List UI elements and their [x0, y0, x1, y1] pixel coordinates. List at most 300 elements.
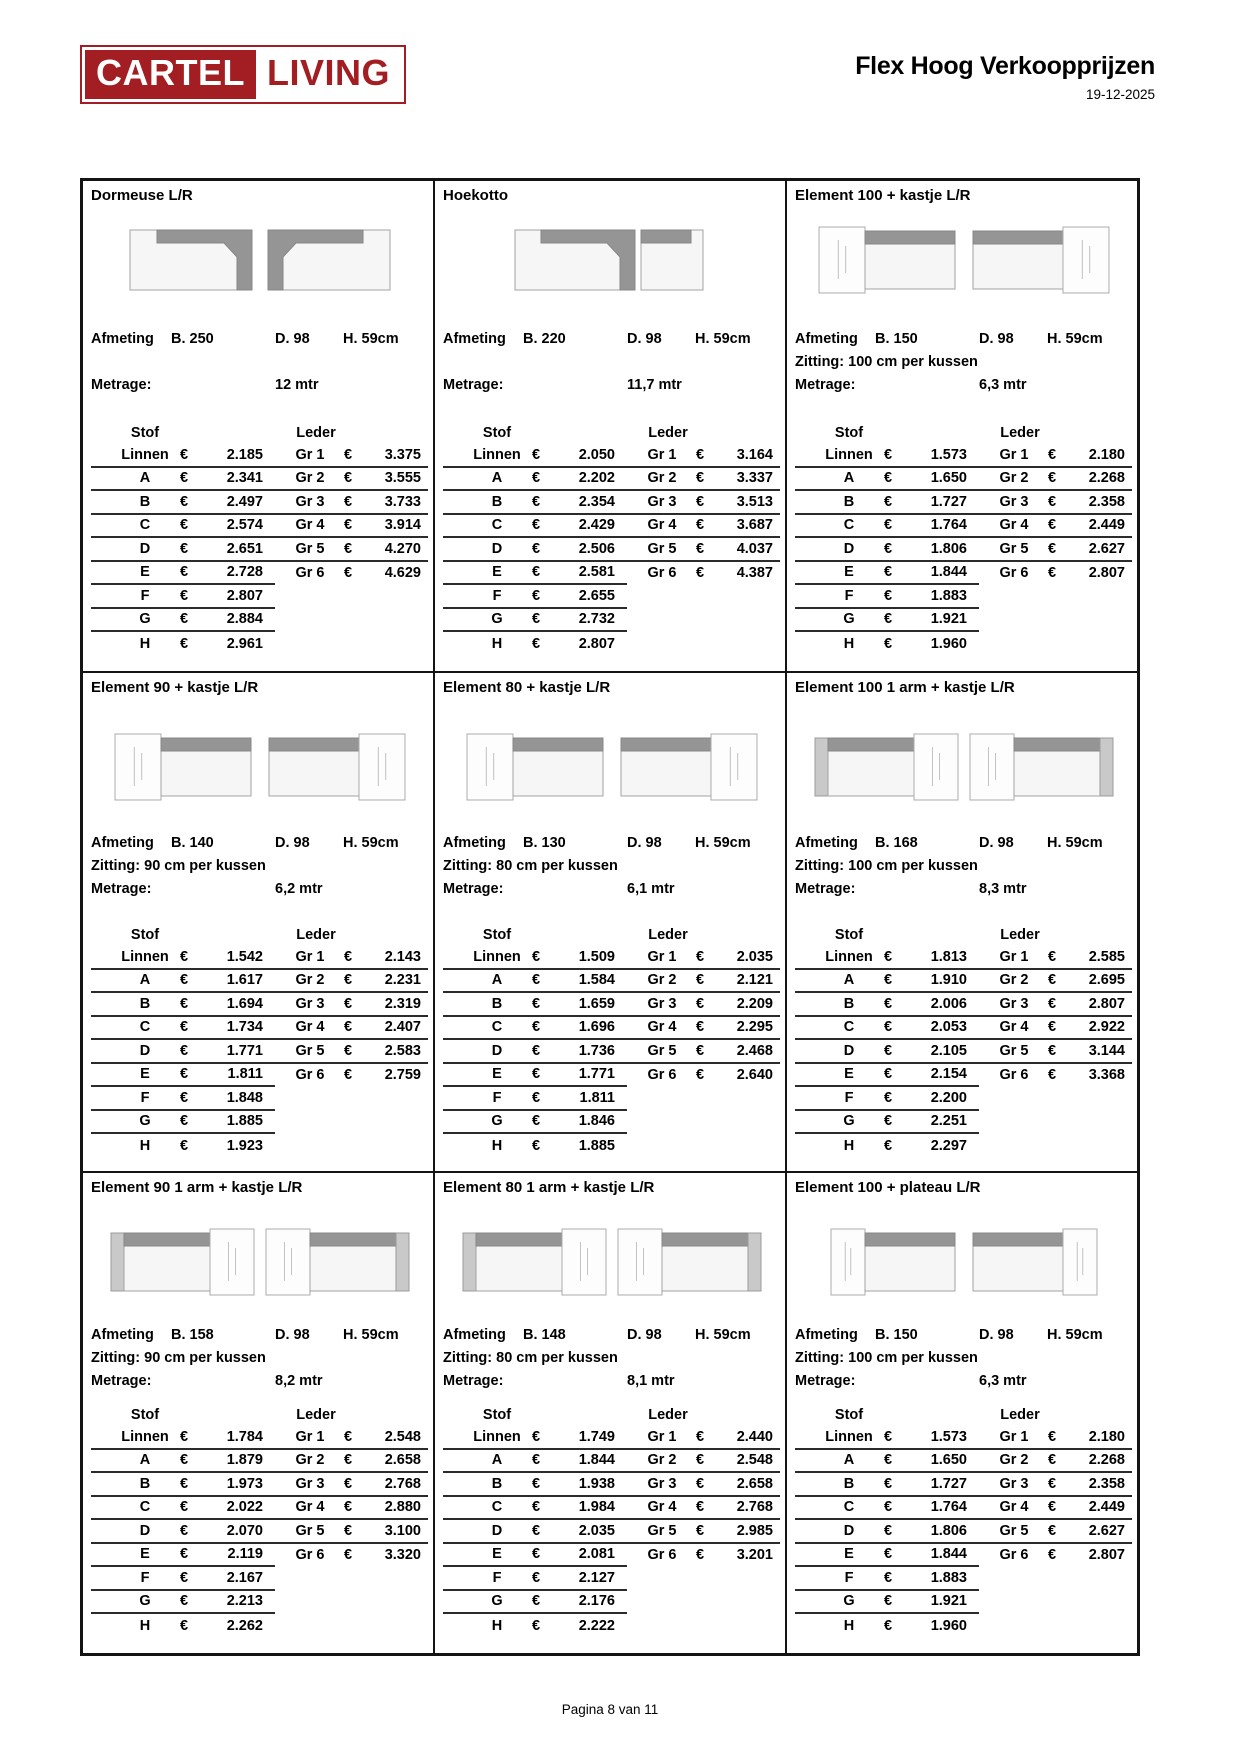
leder-grade-label: Gr 3 [295, 493, 325, 510]
euro-sign: € [884, 972, 893, 989]
leder-grade-label: Gr 5 [999, 1522, 1029, 1539]
leder-grade-label: Gr 6 [295, 1067, 325, 1084]
euro-sign: € [884, 1089, 893, 1106]
dimensions-row [443, 329, 780, 349]
stof-price: 1.960 [930, 1617, 967, 1634]
euro-sign: € [884, 493, 893, 510]
leder-price: 2.807 [1088, 995, 1125, 1012]
euro-sign: € [532, 995, 541, 1012]
leder-price: 4.037 [736, 540, 773, 557]
leder-price: 2.358 [1088, 1475, 1125, 1492]
euro-sign: € [696, 1499, 705, 1516]
leder-cells [275, 1520, 428, 1544]
stof-price: 2.202 [578, 470, 615, 487]
euro-sign: € [696, 948, 705, 965]
leder-price: 2.583 [384, 1042, 421, 1059]
afmeting-label: Afmeting [795, 331, 858, 347]
metrage-row [91, 879, 428, 899]
leder-grade-label: Gr 4 [999, 1019, 1029, 1036]
stof-price: 2.035 [578, 1522, 615, 1539]
stof-cells [443, 538, 627, 562]
euro-sign: € [884, 1428, 893, 1445]
leder-price: 2.449 [1088, 517, 1125, 534]
zitting-row: Zitting: 90 cm per kussen [91, 858, 266, 874]
price-row [795, 1111, 1132, 1135]
stof-price: 1.650 [930, 470, 967, 487]
price-row [443, 1111, 780, 1135]
panel-title: Dormeuse L/R [91, 187, 193, 204]
euro-sign: € [180, 972, 189, 989]
stof-cells [795, 1040, 979, 1064]
stof-price: 1.734 [226, 1019, 263, 1036]
leder-cells [627, 993, 780, 1017]
stof-price: 1.811 [227, 1066, 263, 1083]
euro-sign: € [884, 948, 893, 965]
dimensions-row [91, 329, 428, 349]
stof-price: 1.921 [930, 611, 967, 628]
price-row [91, 1426, 428, 1450]
stof-price: 2.732 [578, 611, 615, 628]
price-row [91, 993, 428, 1017]
price-row [91, 1497, 428, 1521]
price-table [795, 423, 1132, 656]
euro-sign: € [180, 1042, 189, 1059]
metrage-label: Metrage: [443, 881, 504, 897]
stof-cells [443, 444, 627, 468]
stof-cells [443, 1426, 627, 1450]
price-row [443, 1426, 780, 1450]
euro-sign: € [884, 1522, 893, 1539]
price-table [795, 1405, 1132, 1638]
leder-price: 3.100 [384, 1522, 421, 1539]
breedte-value: B. 150 [875, 331, 918, 347]
euro-sign: € [696, 1522, 705, 1539]
stof-grade-label: D [139, 1042, 151, 1059]
euro-sign: € [532, 517, 541, 534]
stof-price: 2.176 [578, 1593, 615, 1610]
diepte-value: D. 98 [275, 1327, 310, 1343]
hoogte-value: H. 59cm [343, 331, 399, 347]
price-row [795, 609, 1132, 633]
metrage-value: 6,3 mtr [979, 377, 1027, 393]
metrage-label: Metrage: [91, 881, 152, 897]
price-row [91, 1544, 428, 1568]
leder-cells [979, 1064, 1132, 1088]
stof-cells [795, 609, 979, 633]
euro-sign: € [1048, 565, 1057, 582]
breedte-value: B. 158 [171, 1327, 214, 1343]
stof-grade-label: B [491, 1475, 503, 1492]
price-row [91, 1017, 428, 1041]
stof-grade-label: Linnen [121, 948, 169, 965]
product-panel [82, 672, 434, 1172]
hoogte-value: H. 59cm [695, 1327, 751, 1343]
stof-cells [91, 1426, 275, 1450]
stof-cells [443, 562, 627, 586]
stof-cells [795, 585, 979, 609]
euro-sign: € [344, 565, 353, 582]
leder-cells [979, 1520, 1132, 1544]
leder-cells [627, 562, 780, 586]
leder-cells [275, 1017, 428, 1041]
stof-grade-label: Linnen [825, 948, 873, 965]
price-row [795, 1450, 1132, 1474]
zitting-row: Zitting: 100 cm per kussen [795, 354, 978, 370]
stof-grade-label: A [139, 470, 151, 487]
price-row [443, 1614, 780, 1638]
leder-price: 2.180 [1088, 446, 1125, 463]
leder-price: 2.922 [1088, 1019, 1125, 1036]
stof-price: 1.923 [226, 1137, 263, 1154]
stof-price: 1.973 [226, 1475, 263, 1492]
euro-sign: € [180, 587, 189, 604]
stof-price: 2.651 [226, 540, 263, 557]
afmeting-label: Afmeting [91, 331, 154, 347]
price-table-body [443, 444, 780, 656]
leder-price: 2.807 [1088, 1547, 1125, 1564]
stof-cells [795, 444, 979, 468]
stof-cells [443, 468, 627, 492]
euro-sign: € [532, 1137, 541, 1154]
euro-sign: € [532, 948, 541, 965]
leder-price: 2.449 [1088, 1499, 1125, 1516]
stof-cells [91, 609, 275, 633]
leder-column-header: Leder [648, 927, 688, 943]
price-table [91, 925, 428, 1158]
price-table [443, 423, 780, 656]
metrage-value: 6,3 mtr [979, 1373, 1027, 1389]
price-row [443, 1520, 780, 1544]
panel-title: Element 90 + kastje L/R [91, 679, 259, 696]
leder-price: 3.914 [384, 517, 421, 534]
leder-cells [979, 1614, 1132, 1638]
euro-sign: € [532, 540, 541, 557]
euro-sign: € [532, 1452, 541, 1469]
euro-sign: € [884, 1452, 893, 1469]
breedte-value: B. 250 [171, 331, 214, 347]
euro-sign: € [180, 1522, 189, 1539]
leder-grade-label: Gr 5 [295, 1042, 325, 1059]
stof-price: 2.154 [930, 1066, 967, 1083]
dimensions-row [443, 1325, 780, 1345]
leder-cells [627, 632, 780, 656]
stof-grade-label: A [139, 972, 151, 989]
stof-grade-label: B [139, 493, 151, 510]
euro-sign: € [884, 1113, 893, 1130]
leder-grade-label: Gr 5 [647, 540, 677, 557]
panel-title: Element 80 1 arm + kastje L/R [443, 1179, 655, 1196]
stof-cells [795, 1450, 979, 1474]
euro-sign: € [532, 1042, 541, 1059]
stof-cells [443, 946, 627, 970]
stof-cells [795, 1426, 979, 1450]
stof-price: 1.727 [930, 493, 967, 510]
product-panel [786, 1172, 1138, 1654]
stof-cells [443, 1544, 627, 1568]
dimensions-row [91, 1325, 428, 1345]
metrage-label: Metrage: [443, 377, 504, 393]
stof-price: 1.509 [578, 948, 615, 965]
price-row [91, 1473, 428, 1497]
leder-price: 2.035 [736, 948, 773, 965]
euro-sign: € [884, 1499, 893, 1516]
metrage-label: Metrage: [91, 377, 152, 393]
euro-sign: € [1048, 470, 1057, 487]
leder-cells [275, 1040, 428, 1064]
leder-cells [275, 585, 428, 609]
leder-cells [275, 1497, 428, 1521]
euro-sign: € [532, 1569, 541, 1586]
euro-sign: € [884, 470, 893, 487]
euro-sign: € [180, 1617, 189, 1634]
afmeting-label: Afmeting [91, 835, 154, 851]
metrage-value: 8,3 mtr [979, 881, 1027, 897]
euro-sign: € [696, 1475, 705, 1492]
euro-sign: € [344, 948, 353, 965]
price-row [91, 1450, 428, 1474]
leder-grade-label: Gr 3 [647, 995, 677, 1012]
euro-sign: € [696, 540, 705, 557]
stof-price: 2.807 [226, 587, 263, 604]
price-row [443, 970, 780, 994]
euro-sign: € [884, 1593, 893, 1610]
diepte-value: D. 98 [627, 835, 662, 851]
stof-grade-label: Linnen [121, 1428, 169, 1445]
leder-grade-label: Gr 1 [295, 446, 325, 463]
price-row [443, 1064, 780, 1088]
leder-price: 3.555 [384, 470, 421, 487]
euro-sign: € [884, 1042, 893, 1059]
stof-cells [443, 1450, 627, 1474]
leder-grade-label: Gr 2 [999, 470, 1029, 487]
leder-grade-label: Gr 1 [647, 1428, 677, 1445]
euro-sign: € [884, 611, 893, 628]
panel-title: Element 100 + kastje L/R [795, 187, 971, 204]
stof-cells [91, 1473, 275, 1497]
euro-sign: € [180, 1475, 189, 1492]
document-header [855, 52, 1155, 102]
leder-price: 3.368 [1088, 1067, 1125, 1084]
price-row [795, 562, 1132, 586]
panel-title: Hoekotto [443, 187, 508, 204]
leder-cells [627, 1450, 780, 1474]
euro-sign: € [1048, 493, 1057, 510]
stof-price: 1.764 [930, 517, 967, 534]
panel-title: Element 100 + plateau L/R [795, 1179, 981, 1196]
stof-price: 1.811 [579, 1089, 615, 1106]
price-row [795, 1614, 1132, 1638]
leder-cells [627, 491, 780, 515]
product-panel [786, 672, 1138, 1172]
leder-price: 2.627 [1088, 1522, 1125, 1539]
price-row [795, 632, 1132, 656]
stof-grade-label: C [843, 1019, 855, 1036]
euro-sign: € [696, 493, 705, 510]
euro-sign: € [696, 1452, 705, 1469]
euro-sign: € [884, 1546, 893, 1563]
leder-cells [275, 444, 428, 468]
panel-title: Element 80 + kastje L/R [443, 679, 611, 696]
stof-grade-label: C [843, 517, 855, 534]
euro-sign: € [180, 493, 189, 510]
stof-price: 1.844 [578, 1452, 615, 1469]
leder-cells [275, 538, 428, 562]
price-row [443, 1544, 780, 1568]
leder-grade-label: Gr 4 [999, 517, 1029, 534]
leder-grade-label: Gr 1 [999, 446, 1029, 463]
metrage-label: Metrage: [91, 1373, 152, 1389]
euro-sign: € [696, 972, 705, 989]
stof-cells [443, 1520, 627, 1544]
stof-column-header: Stof [130, 927, 160, 943]
price-table-header [795, 423, 1132, 444]
stof-price: 2.429 [578, 517, 615, 534]
product-diagram [91, 727, 428, 807]
leder-column-header: Leder [648, 425, 688, 441]
leder-grade-label: Gr 3 [647, 493, 677, 510]
leder-cells [627, 1497, 780, 1521]
dimensions-row [91, 833, 428, 853]
stof-price: 1.844 [930, 1546, 967, 1563]
price-row [91, 1087, 428, 1111]
stof-grade-label: F [492, 587, 502, 604]
leder-price: 2.231 [384, 972, 421, 989]
stof-price: 1.659 [578, 995, 615, 1012]
leder-cells [979, 1040, 1132, 1064]
stof-price: 1.885 [578, 1137, 615, 1154]
stof-grade-label: Linnen [473, 948, 521, 965]
stof-price: 1.879 [226, 1452, 263, 1469]
euro-sign: € [532, 1475, 541, 1492]
leder-cells [979, 1544, 1132, 1568]
stof-cells [91, 1544, 275, 1568]
zitting-row: Zitting: 80 cm per kussen [443, 1350, 618, 1366]
diepte-value: D. 98 [979, 1327, 1014, 1343]
euro-sign: € [696, 1042, 705, 1059]
euro-sign: € [532, 635, 541, 652]
price-table-body [795, 946, 1132, 1158]
leder-grade-label: Gr 3 [999, 493, 1029, 510]
stof-grade-label: A [843, 1452, 855, 1469]
euro-sign: € [1048, 1499, 1057, 1516]
euro-sign: € [344, 1452, 353, 1469]
stof-grade-label: D [843, 1042, 855, 1059]
stof-price: 1.617 [226, 972, 263, 989]
stof-grade-label: H [491, 1617, 503, 1634]
metrage-label: Metrage: [443, 1373, 504, 1389]
stof-grade-label: C [139, 1019, 151, 1036]
metrage-row [91, 1371, 428, 1391]
stof-cells [443, 1591, 627, 1615]
price-table [795, 925, 1132, 1158]
price-row [91, 1134, 428, 1158]
stof-price: 2.006 [930, 995, 967, 1012]
stof-cells [443, 1567, 627, 1591]
price-row [443, 1040, 780, 1064]
price-table-header [91, 925, 428, 946]
stof-grade-label: D [139, 540, 151, 557]
stof-cells [443, 970, 627, 994]
price-row [91, 1040, 428, 1064]
stof-cells [91, 444, 275, 468]
dimensions-row [443, 833, 780, 853]
price-table-header [91, 423, 428, 444]
price-table-body [91, 1426, 428, 1638]
euro-sign: € [180, 1452, 189, 1469]
euro-sign: € [532, 1428, 541, 1445]
leder-grade-label: Gr 3 [999, 995, 1029, 1012]
euro-sign: € [884, 1617, 893, 1634]
euro-sign: € [1048, 995, 1057, 1012]
euro-sign: € [180, 1137, 189, 1154]
stof-cells [795, 1134, 979, 1158]
stof-price: 1.694 [226, 995, 263, 1012]
leder-cells [275, 970, 428, 994]
price-row [795, 1040, 1132, 1064]
euro-sign: € [180, 1546, 189, 1563]
stof-grade-label: D [491, 1042, 503, 1059]
leder-price: 2.880 [384, 1499, 421, 1516]
price-row [443, 1567, 780, 1591]
stof-cells [91, 946, 275, 970]
stof-cells [91, 1087, 275, 1111]
leder-cells [627, 1087, 780, 1111]
leder-price: 2.268 [1088, 1452, 1125, 1469]
afmeting-label: Afmeting [91, 1327, 154, 1343]
stof-price: 2.222 [578, 1617, 615, 1634]
price-row [795, 946, 1132, 970]
price-row [795, 444, 1132, 468]
stof-cells [795, 1087, 979, 1111]
leder-cells [275, 491, 428, 515]
afmeting-label: Afmeting [443, 331, 506, 347]
product-panel [434, 672, 786, 1172]
leder-grade-label: Gr 3 [295, 1475, 325, 1492]
price-row [795, 1591, 1132, 1615]
stof-cells [795, 1591, 979, 1615]
leder-grade-label: Gr 1 [647, 446, 677, 463]
price-row [443, 1497, 780, 1521]
hoogte-value: H. 59cm [343, 835, 399, 851]
hoogte-value: H. 59cm [1047, 1327, 1103, 1343]
diepte-value: D. 98 [275, 835, 310, 851]
price-row [91, 1111, 428, 1135]
euro-sign: € [532, 1593, 541, 1610]
price-table-body [795, 1426, 1132, 1638]
stof-price: 1.764 [930, 1499, 967, 1516]
euro-sign: € [884, 587, 893, 604]
leder-column-header: Leder [296, 425, 336, 441]
stof-cells [795, 491, 979, 515]
price-row [443, 468, 780, 492]
stof-column-header: Stof [130, 1407, 160, 1423]
leder-price: 2.440 [736, 1428, 773, 1445]
price-row [91, 468, 428, 492]
leder-price: 3.687 [736, 517, 773, 534]
stof-grade-label: G [139, 1113, 151, 1130]
stof-cells [795, 1064, 979, 1088]
metrage-value: 6,2 mtr [275, 881, 323, 897]
euro-sign: € [180, 540, 189, 557]
leder-cells [627, 1040, 780, 1064]
price-row [795, 1544, 1132, 1568]
stof-grade-label: H [139, 1137, 151, 1154]
price-table-header [91, 1405, 428, 1426]
leder-grade-label: Gr 2 [295, 1452, 325, 1469]
leder-price: 2.548 [384, 1428, 421, 1445]
price-row [795, 1520, 1132, 1544]
leder-cells [627, 1426, 780, 1450]
